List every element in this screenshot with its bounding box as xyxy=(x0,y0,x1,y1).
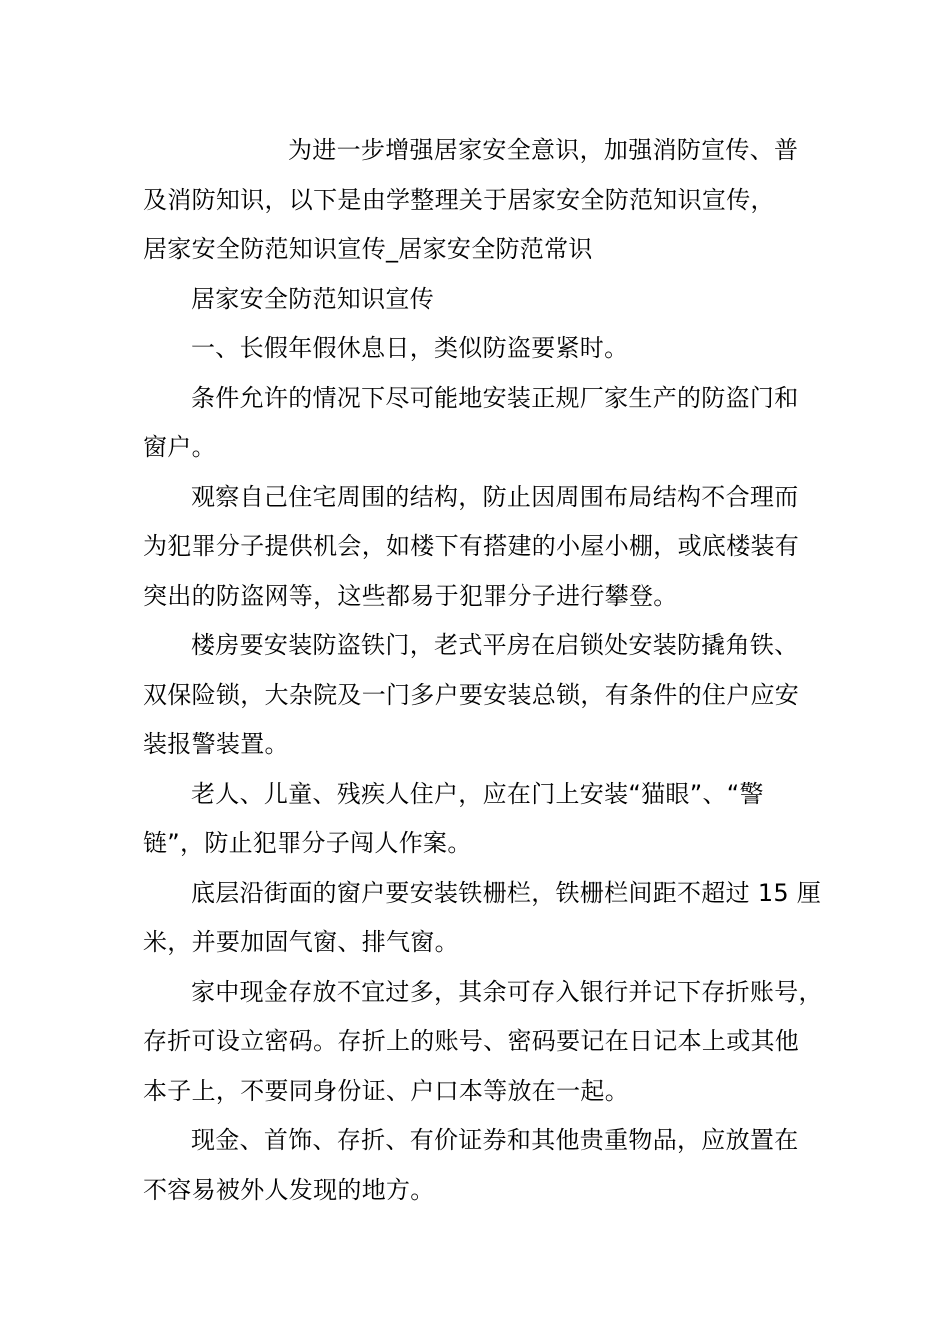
text-line: 条件允许的情况下尽可能地安装正规厂家生产的防盗门和 xyxy=(191,383,799,412)
text-line: 米，并要加固气窗、排气窗。 xyxy=(143,928,459,956)
text-line: 观察自己住宅周围的结构，防止因周围布局结构不合理而 xyxy=(191,482,799,511)
text-line: 双保险锁，大杂院及一门多户要安装总锁，有条件的住户应安 xyxy=(143,680,800,709)
text-line: 底层沿街面的窗户要安装铁栅栏，铁栅栏间距不超过 15 厘 xyxy=(191,878,822,907)
text-line: 居家安全防范知识宣传_居家安全防范常识 xyxy=(143,235,593,263)
text-line: 家中现金存放不宜过多，其余可存入银行并记下存折账号， xyxy=(191,977,823,1006)
text-line: 窗户。 xyxy=(143,433,216,461)
text-line: 突出的防盗网等，这些都易于犯罪分子进行攀登。 xyxy=(143,581,678,610)
text-line: 现金、首饰、存折、有价证券和其他贵重物品，应放置在 xyxy=(191,1126,799,1154)
text-line: 存折可设立密码。存折上的账号、密码要记在日记本上或其他 xyxy=(143,1027,800,1055)
section-heading: 居家安全防范知识宣传 xyxy=(191,284,434,313)
text-line: 及消防知识，以下是由学整理关于居家安全防范知识宣传， xyxy=(143,185,775,214)
text-line: 不容易被外人发现的地方。 xyxy=(143,1175,435,1204)
text-line: 本子上，不要同身份证、户口本等放在一起。 xyxy=(143,1076,629,1105)
document-body xyxy=(143,126,823,1215)
text-line: 楼房要安装防盗铁门，老式平房在启锁处安装防撬角铁、 xyxy=(191,631,799,659)
text-line: 为犯罪分子提供机会，如楼下有搭建的小屋小棚，或底楼装有 xyxy=(143,532,800,560)
text-line: 一、长假年假休息日，类似防盗要紧时。 xyxy=(191,334,629,362)
text-line: 为进一步增强居家安全意识，加强消防宣传、普 xyxy=(288,136,799,164)
text-line: 链”，防止犯罪分子闯人作案。 xyxy=(143,829,472,857)
text-line: 装报警装置。 xyxy=(143,730,289,758)
text-line: 老人、儿童、残疾人住户，应在门上安装“猫眼”、“警 xyxy=(191,779,764,808)
